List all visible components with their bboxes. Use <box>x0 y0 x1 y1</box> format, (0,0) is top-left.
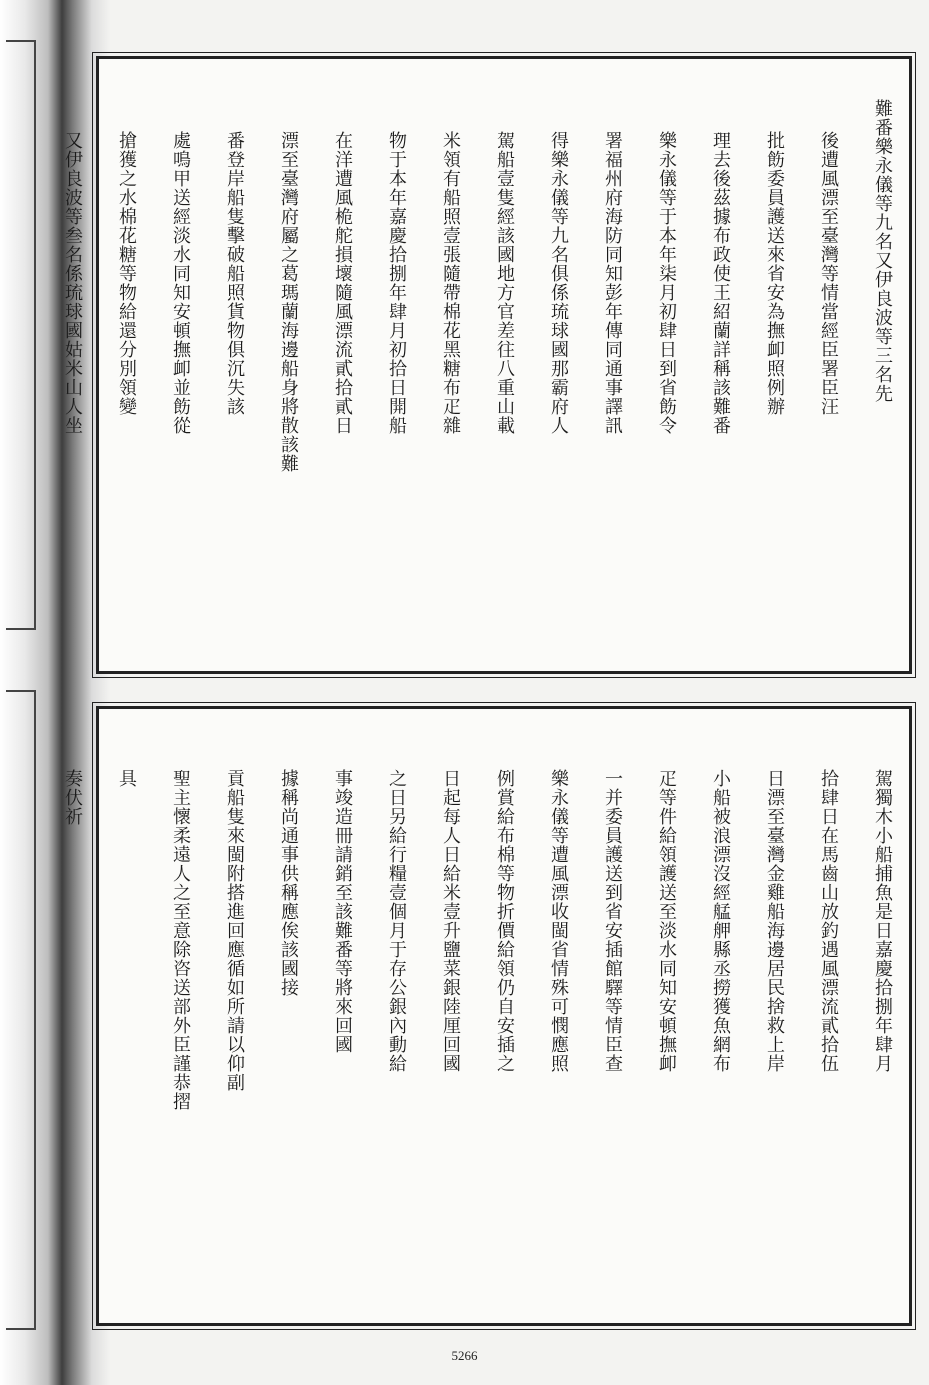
text-column: 搶獲之水棉花糖等物給還分別領變 <box>116 131 137 416</box>
text-column: 漂至臺灣府屬之葛瑪蘭海邊船身將散該難 <box>278 131 299 473</box>
text-column: 之日另給行糧壹個月于存公銀內動給 <box>386 769 407 1073</box>
text-column: 在洋遭風桅舵損壞隨風漂流貳拾貳日 <box>332 131 353 435</box>
text-column: 據稱尚通事供稱應俟該國接 <box>278 769 299 997</box>
text-column: 疋等件給領護送至淡水同知安頓撫卹 <box>656 769 677 1073</box>
text-column: 批飭委員護送來省安為撫卹照例辦 <box>764 131 785 416</box>
text-column: 米領有船照壹張隨帶棉花黑糖布疋雜 <box>440 131 461 435</box>
text-column: 駕船壹隻經該國地方官差往八重山載 <box>494 131 515 435</box>
page-number: 5266 <box>451 1348 478 1363</box>
top-document-panel <box>62 56 912 674</box>
bottom-document-panel <box>62 706 912 1326</box>
text-column: 署福州府海防同知彭年傳同通事譯訊 <box>602 131 623 435</box>
text-column: 拾肆日在馬齒山放釣遇風漂流貳拾伍 <box>818 769 839 1073</box>
text-column: 處鳴甲送經淡水同知安頓撫卹並飭從 <box>170 131 191 435</box>
text-column: 日漂至臺灣金雞船海邊居民捨救上岸 <box>764 769 785 1073</box>
text-column: 小船被浪漂沒經艋舺縣丞撈獲魚網布 <box>710 769 731 1073</box>
text-column: 物于本年嘉慶拾捌年肆月初拾日開船 <box>386 131 407 435</box>
text-column: 事竣造冊請銷至該難番等將來回國 <box>332 769 353 1054</box>
text-column: 得樂永儀等九名俱係琉球國那霸府人 <box>548 131 569 435</box>
text-column: 具 <box>116 769 137 788</box>
text-column: 日起每人日給米壹升鹽菜銀陸厘回國 <box>440 769 461 1073</box>
text-column: 樂永儀等于本年柒月初肆日到省飭令 <box>656 131 677 435</box>
text-column: 貢船隻來閩附搭進回應循如所請以仰副 <box>224 769 245 1092</box>
text-column: 聖主懷柔遠人之至意除咨送部外臣謹恭摺 <box>170 769 191 1111</box>
text-column: 後遭風漂至臺灣等情當經臣署臣汪 <box>818 131 839 416</box>
text-column: 駕獨木小船捕魚是日嘉慶拾捌年肆月 <box>872 769 893 1073</box>
text-column: 奏伏祈 <box>62 769 83 826</box>
text-column: 番登岸船隻擊破船照貨物俱沉失該 <box>224 131 245 416</box>
text-column: 難番樂永儀等九名又伊良波等三名先 <box>872 99 893 403</box>
text-column: 理去後茲據布政使王紹蘭詳稱該難番 <box>710 131 731 435</box>
text-column: 例賞給布棉等物折價給領仍自安插之 <box>494 769 515 1073</box>
adjacent-page-border-top <box>6 40 36 630</box>
text-column: 一并委員護送到省安插館驛等情臣查 <box>602 769 623 1073</box>
adjacent-page-border-bottom <box>6 690 36 1330</box>
text-column: 又伊良波等叁名係琉球國姑米山人坐 <box>62 131 83 435</box>
top-text-columns <box>62 59 909 671</box>
bottom-text-columns <box>62 709 909 1323</box>
text-column: 樂永儀等遭風漂收閩省情殊可憫應照 <box>548 769 569 1073</box>
